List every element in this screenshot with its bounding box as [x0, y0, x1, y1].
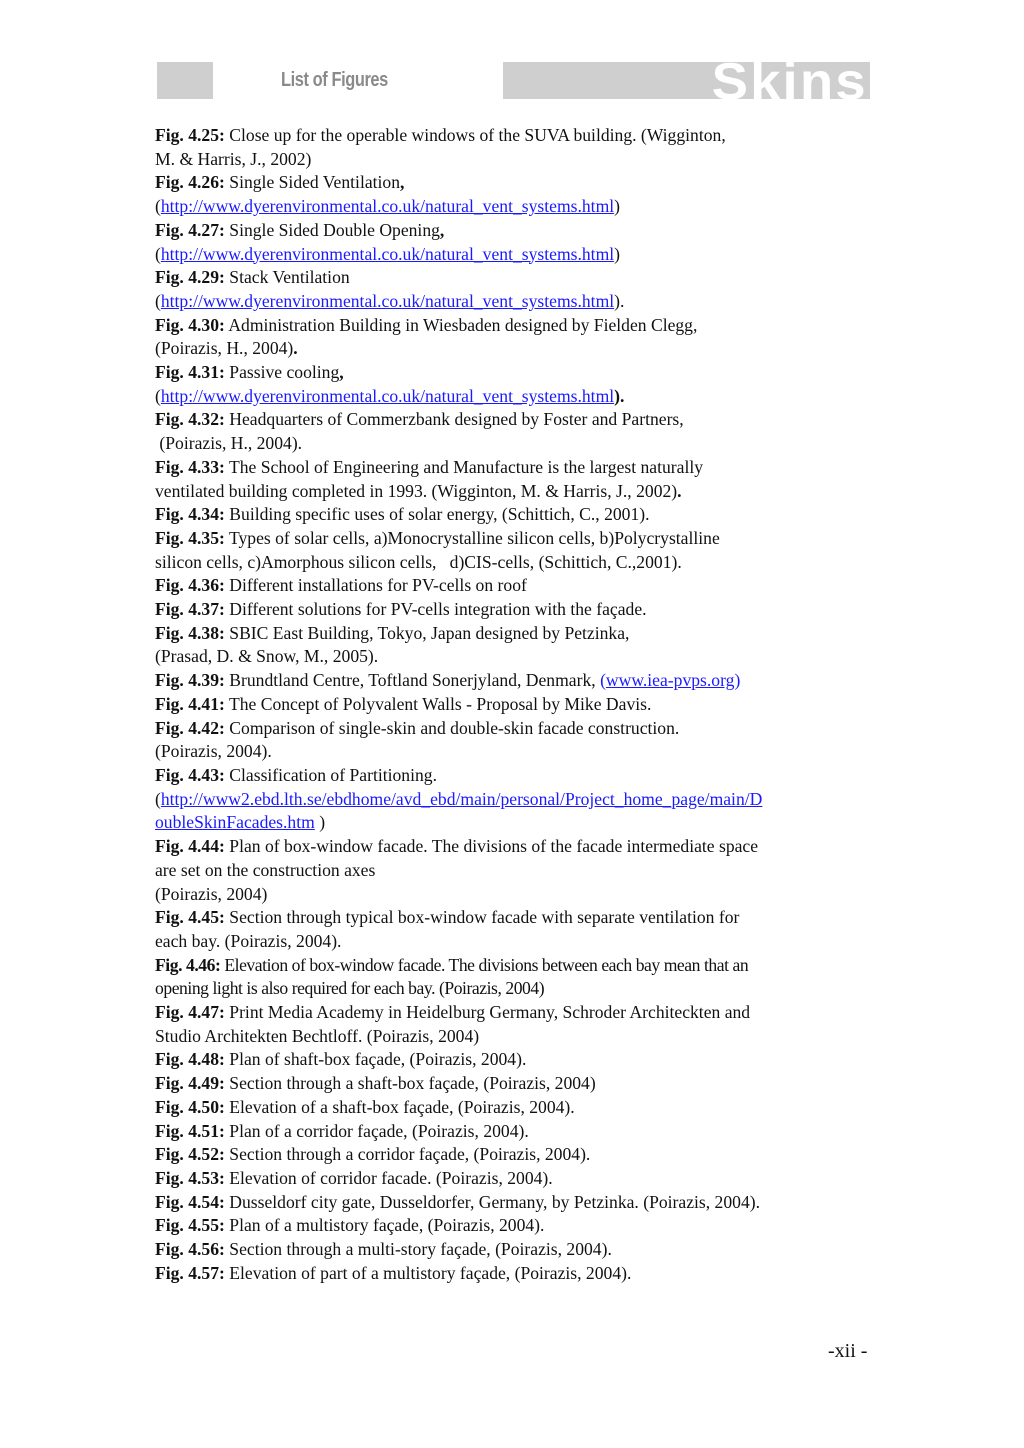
- figure-entry-4-57: [155, 1262, 871, 1286]
- figure-label: Fig. 4.31:: [155, 362, 225, 383]
- link-open-paren: (: [600, 670, 606, 691]
- figure-label: Fig. 4.26:: [155, 172, 225, 193]
- figure-entry-4-46: [155, 954, 871, 1001]
- figure-caption-cont: silicon cells, c)Amorphous silicon cells, d)CIS-cells, (Schittich, C.,2001).: [155, 551, 682, 572]
- figure-caption: Plan of box-window facade. The divisions of the facade intermediate space: [224, 836, 759, 857]
- figure-entry-4-45: [155, 906, 871, 953]
- figure-entry-4-53: [155, 1167, 871, 1191]
- figure-label: Fig. 4.46:: [155, 954, 221, 975]
- figure-label: Fig. 4.30:: [155, 314, 225, 335]
- figure-caption: Single Sided Ventilation: [224, 172, 401, 193]
- figure-entry-4-39: [155, 669, 871, 693]
- figure-entry-4-55: [155, 1214, 871, 1238]
- figure-caption: Comparison of single-skin and double-skin facade construction.: [224, 717, 680, 738]
- figure-caption: Classification of Partitioning.: [224, 764, 437, 785]
- figure-entry-4-35: [155, 527, 871, 574]
- figure-entry-4-36: [155, 574, 871, 598]
- figure-label: Fig. 4.48:: [155, 1049, 225, 1070]
- figure-label: Fig. 4.33:: [155, 456, 225, 477]
- figure-label: Fig. 4.45:: [155, 907, 225, 928]
- figure-caption: Elevation of corridor facade. (Poirazis, 2004).: [224, 1167, 553, 1188]
- figure-label: Fig. 4.38:: [155, 622, 225, 643]
- figure-entry-4-32: [155, 408, 871, 455]
- figure-entry-4-56: [155, 1238, 871, 1262]
- figure-caption: Headquarters of Commerzbank designed by Foster and Partners,: [224, 409, 684, 430]
- figure-caption: Section through a shaft-box façade, (Poirazis, 2004): [224, 1073, 596, 1094]
- figure-caption: Different installations for PV-cells on roof: [224, 575, 527, 596]
- figure-caption-cont: (Poirazis, 2004): [155, 883, 268, 904]
- link-close: ).: [614, 385, 625, 406]
- figure-entry-4-27: Fig. 4.27: Single Sided Double Opening, (http://www.dyerenvironmental.co.uk/natural_vent_systems.html): [155, 219, 620, 264]
- source-link-cont[interactable]: oubleSkinFacades.htm: [155, 812, 315, 833]
- figure-caption: Section through a corridor façade, (Poirazis, 2004).: [224, 1144, 591, 1165]
- figure-caption-cont: opening light is also required for each bay. (Poirazis, 2004): [155, 978, 545, 999]
- figure-label: Fig. 4.25:: [155, 125, 225, 145]
- source-link[interactable]: www.iea-pvps.org: [605, 670, 735, 691]
- figure-label: Fig. 4.51:: [155, 1120, 225, 1141]
- figure-entry-4-47: [155, 1001, 871, 1048]
- figure-label: Fig. 4.37:: [155, 599, 225, 620]
- figure-caption: Elevation of part of a multistory façade, (Poirazis, 2004).: [224, 1262, 632, 1283]
- end-mark: .: [293, 338, 298, 359]
- figure-caption: Passive cooling: [224, 362, 340, 383]
- figure-caption-cont: (Poirazis, 2004).: [155, 741, 272, 762]
- figure-caption: Close up for the operable windows of the SUVA building. (Wigginton,: [224, 125, 726, 145]
- figure-caption: Plan of a corridor façade, (Poirazis, 2004).: [224, 1120, 529, 1141]
- header-logo-block: [503, 62, 870, 99]
- figure-entry-4-52: [155, 1143, 871, 1167]
- separator: ,: [439, 219, 445, 240]
- header-title-zone: [213, 62, 503, 99]
- figure-caption: Different solutions for PV-cells integration with the façade.: [224, 599, 647, 620]
- figure-entry-4-41: [155, 693, 871, 717]
- figure-entry-4-49: [155, 1072, 871, 1096]
- section-title: List of Figures: [281, 69, 388, 91]
- figure-caption: Stack Ventilation: [224, 267, 350, 288]
- separator: ,: [339, 362, 344, 383]
- page-number: -xii -: [828, 1340, 868, 1362]
- figure-label: Fig. 4.56:: [155, 1239, 225, 1260]
- figure-caption-cont: each bay. (Poirazis, 2004).: [155, 930, 342, 951]
- figure-entry-4-25: [155, 124, 871, 171]
- figure-caption: Plan of shaft-box façade, (Poirazis, 2004).: [224, 1049, 527, 1070]
- figure-label: Fig. 4.29:: [155, 267, 225, 288]
- figure-label: Fig. 4.52:: [155, 1144, 225, 1165]
- figure-caption-cont: are set on the construction axes: [155, 859, 376, 880]
- figure-label: Fig. 4.32:: [155, 409, 225, 430]
- figure-label: Fig. 4.50:: [155, 1096, 225, 1117]
- figure-caption: SBIC East Building, Tokyo, Japan designed by Petzinka,: [224, 622, 630, 643]
- figure-entry-4-43: Fig. 4.43: Classification of Partitioning. (http://www2.ebd.lth.se/ebdhome/avd_ebd/main/personal/Project_home_page/main/D oubleSkinFacades.htm ): [155, 764, 763, 833]
- end-mark: .: [677, 480, 682, 501]
- link-close: ).: [614, 290, 625, 311]
- figure-label: Fig. 4.39:: [155, 670, 225, 691]
- figure-entry-4-51: [155, 1120, 871, 1144]
- figure-caption: Section through typical box-window facade with separate ventilation for: [224, 907, 740, 928]
- figure-caption: Single Sided Double Opening: [224, 219, 440, 240]
- link-close: ): [614, 243, 620, 264]
- figure-label: Fig. 4.49:: [155, 1073, 225, 1094]
- figure-entry-4-54: [155, 1191, 871, 1215]
- source-link[interactable]: http://www.dyerenvironmental.co.uk/natural_vent_systems.html: [160, 243, 615, 264]
- skins-logo: Skins: [711, 62, 868, 99]
- figure-entry-4-30: [155, 314, 871, 361]
- figure-entry-4-26: Fig. 4.26: Single Sided Ventilation, (http://www.dyerenvironmental.co.uk/natural_vent_systems.html): [155, 172, 620, 217]
- figure-caption-cont: ventilated building completed in 1993. (Wigginton, M. & Harris, J., 2002): [155, 480, 678, 501]
- figure-label: Fig. 4.35:: [155, 527, 225, 548]
- figure-caption: Building specific uses of solar energy, (Schittich, C., 2001).: [224, 504, 650, 525]
- figure-entry-4-44: [155, 835, 871, 906]
- figure-entry-4-42: [155, 717, 871, 764]
- separator: ,: [400, 172, 405, 193]
- figure-entry-4-29: Fig. 4.29: Stack Ventilation (http://www.dyerenvironmental.co.uk/natural_vent_systems.html).: [155, 267, 625, 311]
- figure-caption: Administration Building in Wiesbaden designed by Fielden Clegg,: [224, 314, 698, 335]
- figure-caption: Brundtland Centre, Toftland Sonerjyland, Denmark,: [224, 670, 601, 691]
- figure-label: Fig. 4.55:: [155, 1215, 225, 1236]
- header-left-block: [157, 62, 213, 99]
- figure-caption-cont: (Poirazis, H., 2004): [155, 338, 294, 359]
- figure-caption: Elevation of a shaft-box façade, (Poirazis, 2004).: [224, 1096, 575, 1117]
- figure-caption: Types of solar cells, a)Monocrystalline silicon cells, b)Polycrystalline: [224, 527, 720, 548]
- figure-caption: Section through a multi-story façade, (Poirazis, 2004).: [224, 1239, 612, 1260]
- figure-label: Fig. 4.47:: [155, 1002, 225, 1023]
- figure-caption: The Concept of Polyvalent Walls - Proposal by Mike Davis.: [224, 693, 652, 714]
- figure-list: [155, 124, 871, 1285]
- figure-caption: Print Media Academy in Heidelburg Germany, Schroder Architeckten and: [224, 1002, 751, 1023]
- figure-label: Fig. 4.54:: [155, 1191, 225, 1212]
- figure-entry-4-38: [155, 622, 871, 669]
- figure-label: Fig. 4.53:: [155, 1167, 225, 1188]
- figure-caption-cont: M. & Harris, J., 2002): [155, 148, 312, 169]
- figure-label: Fig. 4.27:: [155, 219, 225, 240]
- figure-entry-4-31: Fig. 4.31: Passive cooling, (http://www.dyerenvironmental.co.uk/natural_vent_systems.html).: [155, 362, 625, 406]
- link-close: ): [614, 196, 620, 217]
- link-close: ): [314, 812, 326, 833]
- figure-caption-cont: (Poirazis, H., 2004).: [155, 433, 303, 454]
- figure-entry-4-50: [155, 1096, 871, 1120]
- figure-label: Fig. 4.57:: [155, 1262, 225, 1283]
- page-header-banner: [157, 62, 870, 99]
- source-link[interactable]: http://www.dyerenvironmental.co.uk/natural_vent_systems.html: [160, 385, 615, 406]
- figure-label: Fig. 4.36:: [155, 575, 225, 596]
- figure-entry-4-37: [155, 598, 871, 622]
- source-link[interactable]: http://www.dyerenvironmental.co.uk/natural_vent_systems.html: [160, 196, 615, 217]
- source-link[interactable]: http://www2.ebd.lth.se/ebdhome/avd_ebd/main/personal/Project_home_page/main/D: [160, 788, 763, 809]
- link-close-paren: ): [734, 670, 741, 691]
- figure-label: Fig. 4.44:: [155, 836, 225, 857]
- source-link[interactable]: http://www.dyerenvironmental.co.uk/natural_vent_systems.html: [160, 290, 615, 311]
- figure-caption: Dusseldorf city gate, Dusseldorfer, Germany, by Petzinka. (Poirazis, 2004).: [224, 1191, 761, 1212]
- figure-caption: Plan of a multistory façade, (Poirazis, 2004).: [224, 1215, 545, 1236]
- figure-entry-4-33: [155, 456, 871, 503]
- figure-entry-4-34: [155, 503, 871, 527]
- figure-label: Fig. 4.42:: [155, 717, 225, 738]
- figure-caption-cont: (Prasad, D. & Snow, M., 2005).: [155, 646, 379, 667]
- figure-caption: The School of Engineering and Manufacture is the largest naturally: [224, 456, 704, 477]
- figure-label: Fig. 4.34:: [155, 504, 225, 525]
- figure-label: Fig. 4.41:: [155, 693, 225, 714]
- figure-label: Fig. 4.43:: [155, 764, 225, 785]
- figure-caption-cont: Studio Architekten Bechtloff. (Poirazis, 2004): [155, 1025, 480, 1046]
- figure-entry-4-48: [155, 1048, 871, 1072]
- figure-caption: Elevation of box-window facade. The divisions between each bay mean that an: [220, 954, 749, 975]
